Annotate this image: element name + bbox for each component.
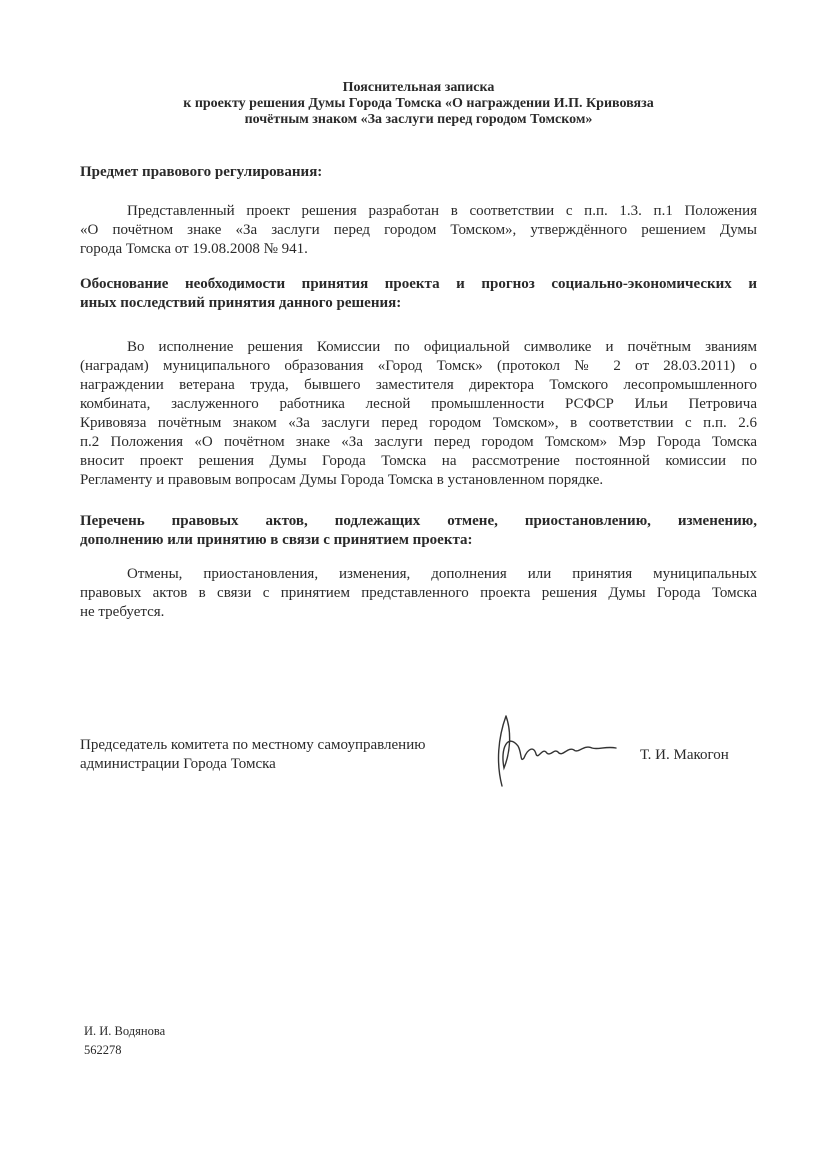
section-heading-subject bbox=[80, 163, 757, 182]
body-line: Кривовяза почётным знаком «За заслуги перед городом Томском», в соответствии с п.п. 2.6 bbox=[80, 415, 757, 431]
handwritten-signature bbox=[488, 708, 623, 793]
heading-line: Обоснование необходимости принятия проекта и прогноз социально-экономических и bbox=[80, 276, 757, 292]
body-line: «О почётном знаке «За заслуги перед городом Томском», утверждённого решением Думы bbox=[80, 222, 757, 238]
document-title bbox=[80, 80, 757, 128]
body-line: Регламенту и правовым вопросам Думы Города Томска в установленном порядке. bbox=[80, 472, 604, 488]
heading-line: иных последствий принятия данного решения: bbox=[80, 295, 402, 311]
title-line: почётным знаком «За заслуги перед городом Томском» bbox=[244, 112, 593, 127]
position-line: администрации Города Томска bbox=[80, 756, 276, 772]
signatory-name: Т. И. Макогон bbox=[640, 747, 729, 763]
heading-line: дополнению или принятию в связи с принятием проекта: bbox=[80, 532, 473, 548]
title-line: Пояснительная записка bbox=[342, 80, 495, 95]
section-heading-acts bbox=[80, 512, 757, 550]
author-name: И. И. Водянова bbox=[84, 1024, 166, 1038]
body-line: награждении ветерана труда, бывшего заместителя директора Томского лесопромышленного bbox=[80, 377, 757, 393]
body-line: правовых актов в связи с принятием представленного проекта решения Думы Города Томска bbox=[80, 585, 757, 601]
position-line: Председатель комитета по местному самоуправлению bbox=[80, 737, 426, 753]
section-body-acts bbox=[80, 565, 757, 622]
body-line: Представленный проект решения разработан в соответствии с п.п. 1.3. п.1 Положения bbox=[127, 203, 757, 219]
section-body-subject bbox=[80, 202, 757, 259]
section-body-justification bbox=[80, 338, 757, 490]
author-phone: 562278 bbox=[84, 1043, 122, 1057]
body-line: Во исполнение решения Комиссии по официальной символике и почётным званиям bbox=[127, 339, 757, 355]
body-line: не требуется. bbox=[80, 604, 165, 620]
body-line: комбината, заслуженного работника лесной промышленности РСФСР Ильи Петровича bbox=[80, 396, 757, 412]
body-line: Отмены, приостановления, изменения, дополнения или принятия муниципальных bbox=[127, 566, 757, 582]
body-line: вносит проект решения Думы Города Томска на рассмотрение постоянной комиссии по bbox=[80, 453, 757, 469]
body-line: (наградам) муниципального образования «Город Томск» (протокол № 2 от 28.03.2011) о bbox=[80, 358, 757, 374]
signature-position bbox=[80, 736, 500, 774]
title-line: к проекту решения Думы Города Томска «О награждении И.П. Кривовяза bbox=[183, 96, 654, 111]
heading-line: Перечень правовых актов, подлежащих отмене, приостановлению, изменению, bbox=[80, 513, 757, 529]
footer-contact bbox=[84, 1022, 165, 1060]
heading-line: Предмет правового регулирования: bbox=[80, 164, 323, 180]
section-heading-justification bbox=[80, 275, 757, 313]
body-line: п.2 Положения «О почётном знаке «За заслуги перед городом Томском» Мэр Города Томска bbox=[80, 434, 757, 450]
body-line: города Томска от 19.08.2008 № 941. bbox=[80, 241, 308, 257]
